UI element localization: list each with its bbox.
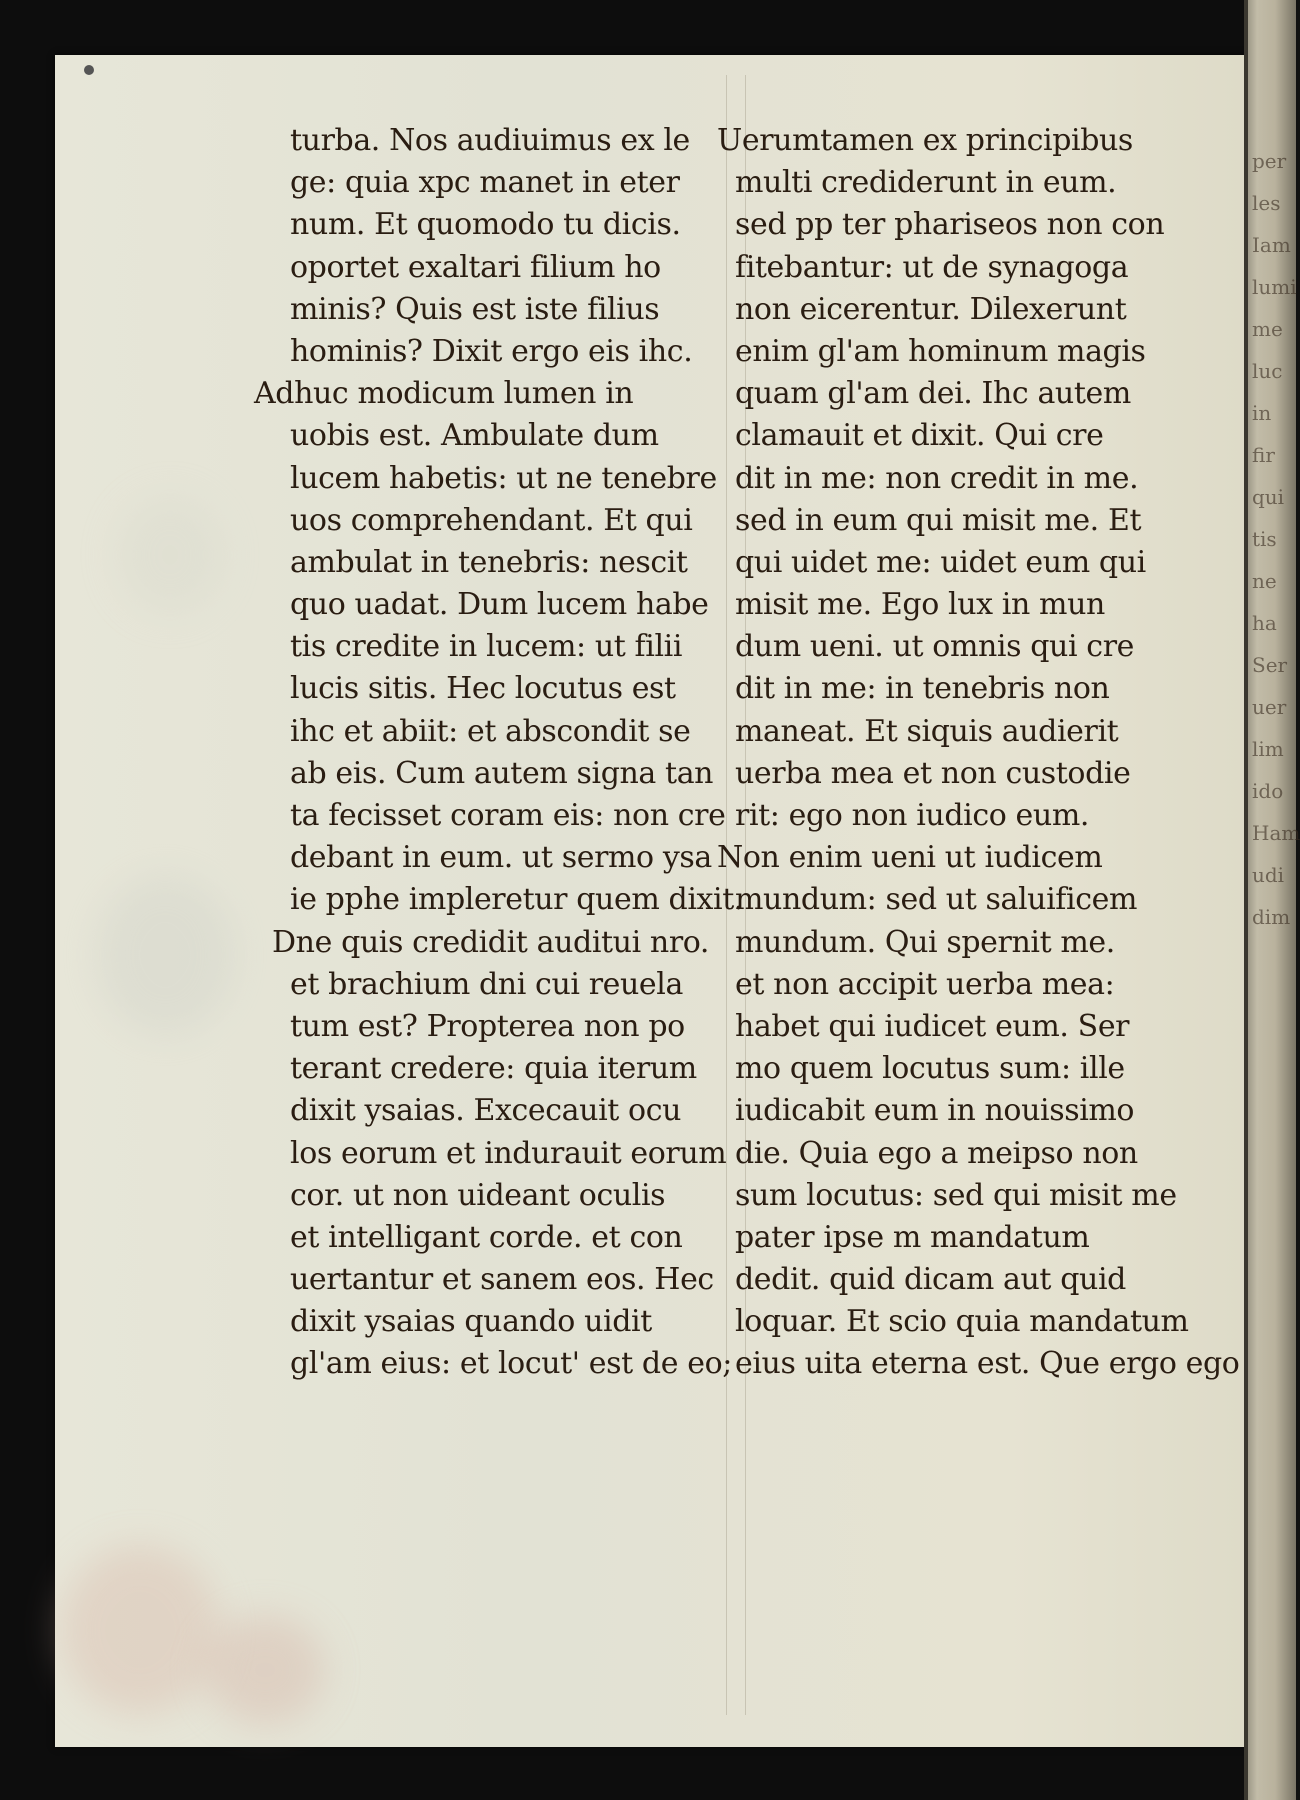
manuscript-line: non eicerentur. Dilexerunt: [735, 291, 1127, 327]
manuscript-line: num. Et quomodo tu dicis.: [290, 207, 681, 243]
next-leaf-text: [1252, 140, 1300, 938]
manuscript-line: Non enim ueni ut iudicem: [717, 840, 1103, 876]
manuscript-line: uertantur et sanem eos. Hec: [290, 1262, 714, 1298]
next-leaf-fragment: lim: [1252, 737, 1284, 761]
manuscript-line: iudicabit eum in nouissimo: [735, 1093, 1135, 1129]
next-leaf-fragment: ha: [1252, 611, 1277, 635]
manuscript-line: debant in eum. ut sermo ysa: [290, 840, 712, 876]
manuscript-line: et intelligant corde. et con: [290, 1219, 683, 1255]
manuscript-line: sed pp ter phariseos non con: [735, 207, 1165, 243]
manuscript-line: rit: ego non iudico eum.: [735, 798, 1090, 833]
next-leaf-fragment: Iam: [1252, 233, 1291, 257]
manuscript-line: maneat. Et siquis audierit: [735, 713, 1119, 749]
manuscript-line: fitebantur: ut de synagoga: [735, 249, 1129, 285]
manuscript-line: gl'am eius: et locut' est de eo;: [290, 1346, 732, 1382]
stain: [95, 875, 235, 1035]
manuscript-line: sum locutus: sed qui misit me: [735, 1177, 1177, 1213]
next-leaf-fragment: uer: [1252, 695, 1287, 719]
manuscript-line: hominis? Dixit ergo eis ihc.: [290, 333, 693, 369]
manuscript-line: Adhuc modicum lumen in: [254, 376, 634, 412]
next-leaf-fragment: dim: [1252, 905, 1291, 929]
manuscript-line: et brachium dni cui reuela: [290, 966, 683, 1002]
next-leaf-fragment: udi: [1252, 863, 1285, 887]
manuscript-line: tum est? Propterea non po: [290, 1008, 685, 1044]
manuscript-line: mo quem locutus sum: ille: [735, 1051, 1125, 1087]
manuscript-line: dum ueni. ut omnis qui cre: [735, 629, 1134, 665]
manuscript-line: dixit ysaias. Excecauit ocu: [290, 1093, 682, 1129]
next-leaf-fragment: fir: [1252, 443, 1275, 467]
manuscript-line: dit in me: in tenebris non: [735, 671, 1110, 707]
manuscript-line: uobis est. Ambulate dum: [290, 418, 659, 454]
manuscript-line: quo uadat. Dum lucem habe: [290, 587, 709, 623]
next-leaf-fragment: me: [1252, 317, 1283, 341]
next-leaf-fragment: les: [1252, 191, 1281, 215]
manuscript-line: ge: quia xpc manet in eter: [290, 165, 680, 201]
manuscript-line: oportet exaltari filium ho: [290, 249, 661, 285]
manuscript-line: ie pphe impleretur quem dixit.: [290, 882, 744, 918]
manuscript-line: eius uita eterna est. Que ergo ego: [735, 1346, 1240, 1382]
manuscript-line: misit me. Ego lux in mun: [735, 587, 1105, 623]
next-leaf-fragment: luc: [1252, 359, 1283, 383]
manuscript-line: ihc et abiit: et abscondit se: [290, 713, 691, 749]
manuscript-line: cor. ut non uideant oculis: [290, 1177, 666, 1213]
next-leaf-fragment: qui: [1252, 485, 1285, 509]
manuscript-line: uos comprehendant. Et qui: [290, 502, 693, 538]
manuscript-line: pater ipse m mandatum: [735, 1219, 1090, 1255]
manuscript-line: tis credite in lucem: ut filii: [290, 629, 683, 665]
stain: [60, 1545, 220, 1715]
manuscript-line: mundum: sed ut saluificem: [735, 882, 1138, 918]
manuscript-line: quam gl'am dei. Ihc autem: [735, 376, 1131, 412]
gutter-shadow: [1244, 0, 1248, 1800]
next-leaf-fragment: ido: [1252, 779, 1284, 803]
left-text-column: [254, 120, 744, 1386]
next-leaf-fragment: Ser: [1252, 653, 1288, 677]
manuscript-line: loquar. Et scio quia mandatum: [735, 1304, 1189, 1340]
manuscript-line: ab eis. Cum autem signa tan: [290, 755, 714, 791]
manuscript-line: ambulat in tenebris: nescit: [290, 544, 688, 580]
manuscript-line: die. Quia ego a meipso non: [735, 1135, 1138, 1171]
manuscript-line: Uerumtamen ex principibus: [717, 123, 1133, 158]
right-text-column: [717, 120, 1240, 1386]
manuscript-line: dixit ysaias quando uidit: [290, 1304, 652, 1340]
manuscript-line: mundum. Qui spernit me.: [735, 924, 1115, 960]
next-leaf-fragment: Ham: [1252, 821, 1300, 845]
stain: [205, 1615, 325, 1725]
manuscript-line: et non accipit uerba mea:: [735, 966, 1115, 1002]
stain: [115, 495, 225, 615]
manuscript-line: Dne quis credidit auditui nro.: [272, 924, 710, 960]
manuscript-line: turba. Nos audiuimus ex le: [290, 123, 690, 158]
manuscript-line: enim gl'am hominum magis: [735, 333, 1146, 369]
manuscript-line: habet qui iudicet eum. Ser: [735, 1008, 1130, 1044]
manuscript-line: multi crediderunt in eum.: [735, 165, 1117, 201]
manuscript-line: dit in me: non credit in me.: [735, 460, 1139, 496]
manuscript-line: ta fecisset coram eis: non cre: [290, 798, 726, 833]
manuscript-line: los eorum et indurauit eorum: [290, 1135, 727, 1171]
next-leaf-fragment: ne: [1252, 569, 1277, 593]
manuscript-line: terant credere: quia iterum: [290, 1051, 697, 1087]
manuscript-line: lucem habetis: ut ne tenebre: [290, 460, 717, 496]
parchment-hole: [84, 65, 94, 75]
manuscript-line: dedit. quid dicam aut quid: [735, 1262, 1126, 1298]
next-leaf-fragment: in: [1252, 401, 1272, 425]
next-leaf-fragment: per: [1252, 149, 1287, 173]
manuscript-line: uerba mea et non custodie: [735, 755, 1131, 791]
manuscript-line: minis? Quis est iste filius: [290, 291, 660, 327]
manuscript-line: lucis sitis. Hec locutus est: [290, 671, 676, 707]
next-leaf-fragment: lumi: [1252, 275, 1297, 299]
manuscript-line: sed in eum qui misit me. Et: [735, 502, 1142, 538]
manuscript-line: qui uidet me: uidet eum qui: [735, 544, 1146, 580]
manuscript-line: clamauit et dixit. Qui cre: [735, 418, 1104, 454]
next-leaf-fragment: tis: [1252, 527, 1277, 551]
